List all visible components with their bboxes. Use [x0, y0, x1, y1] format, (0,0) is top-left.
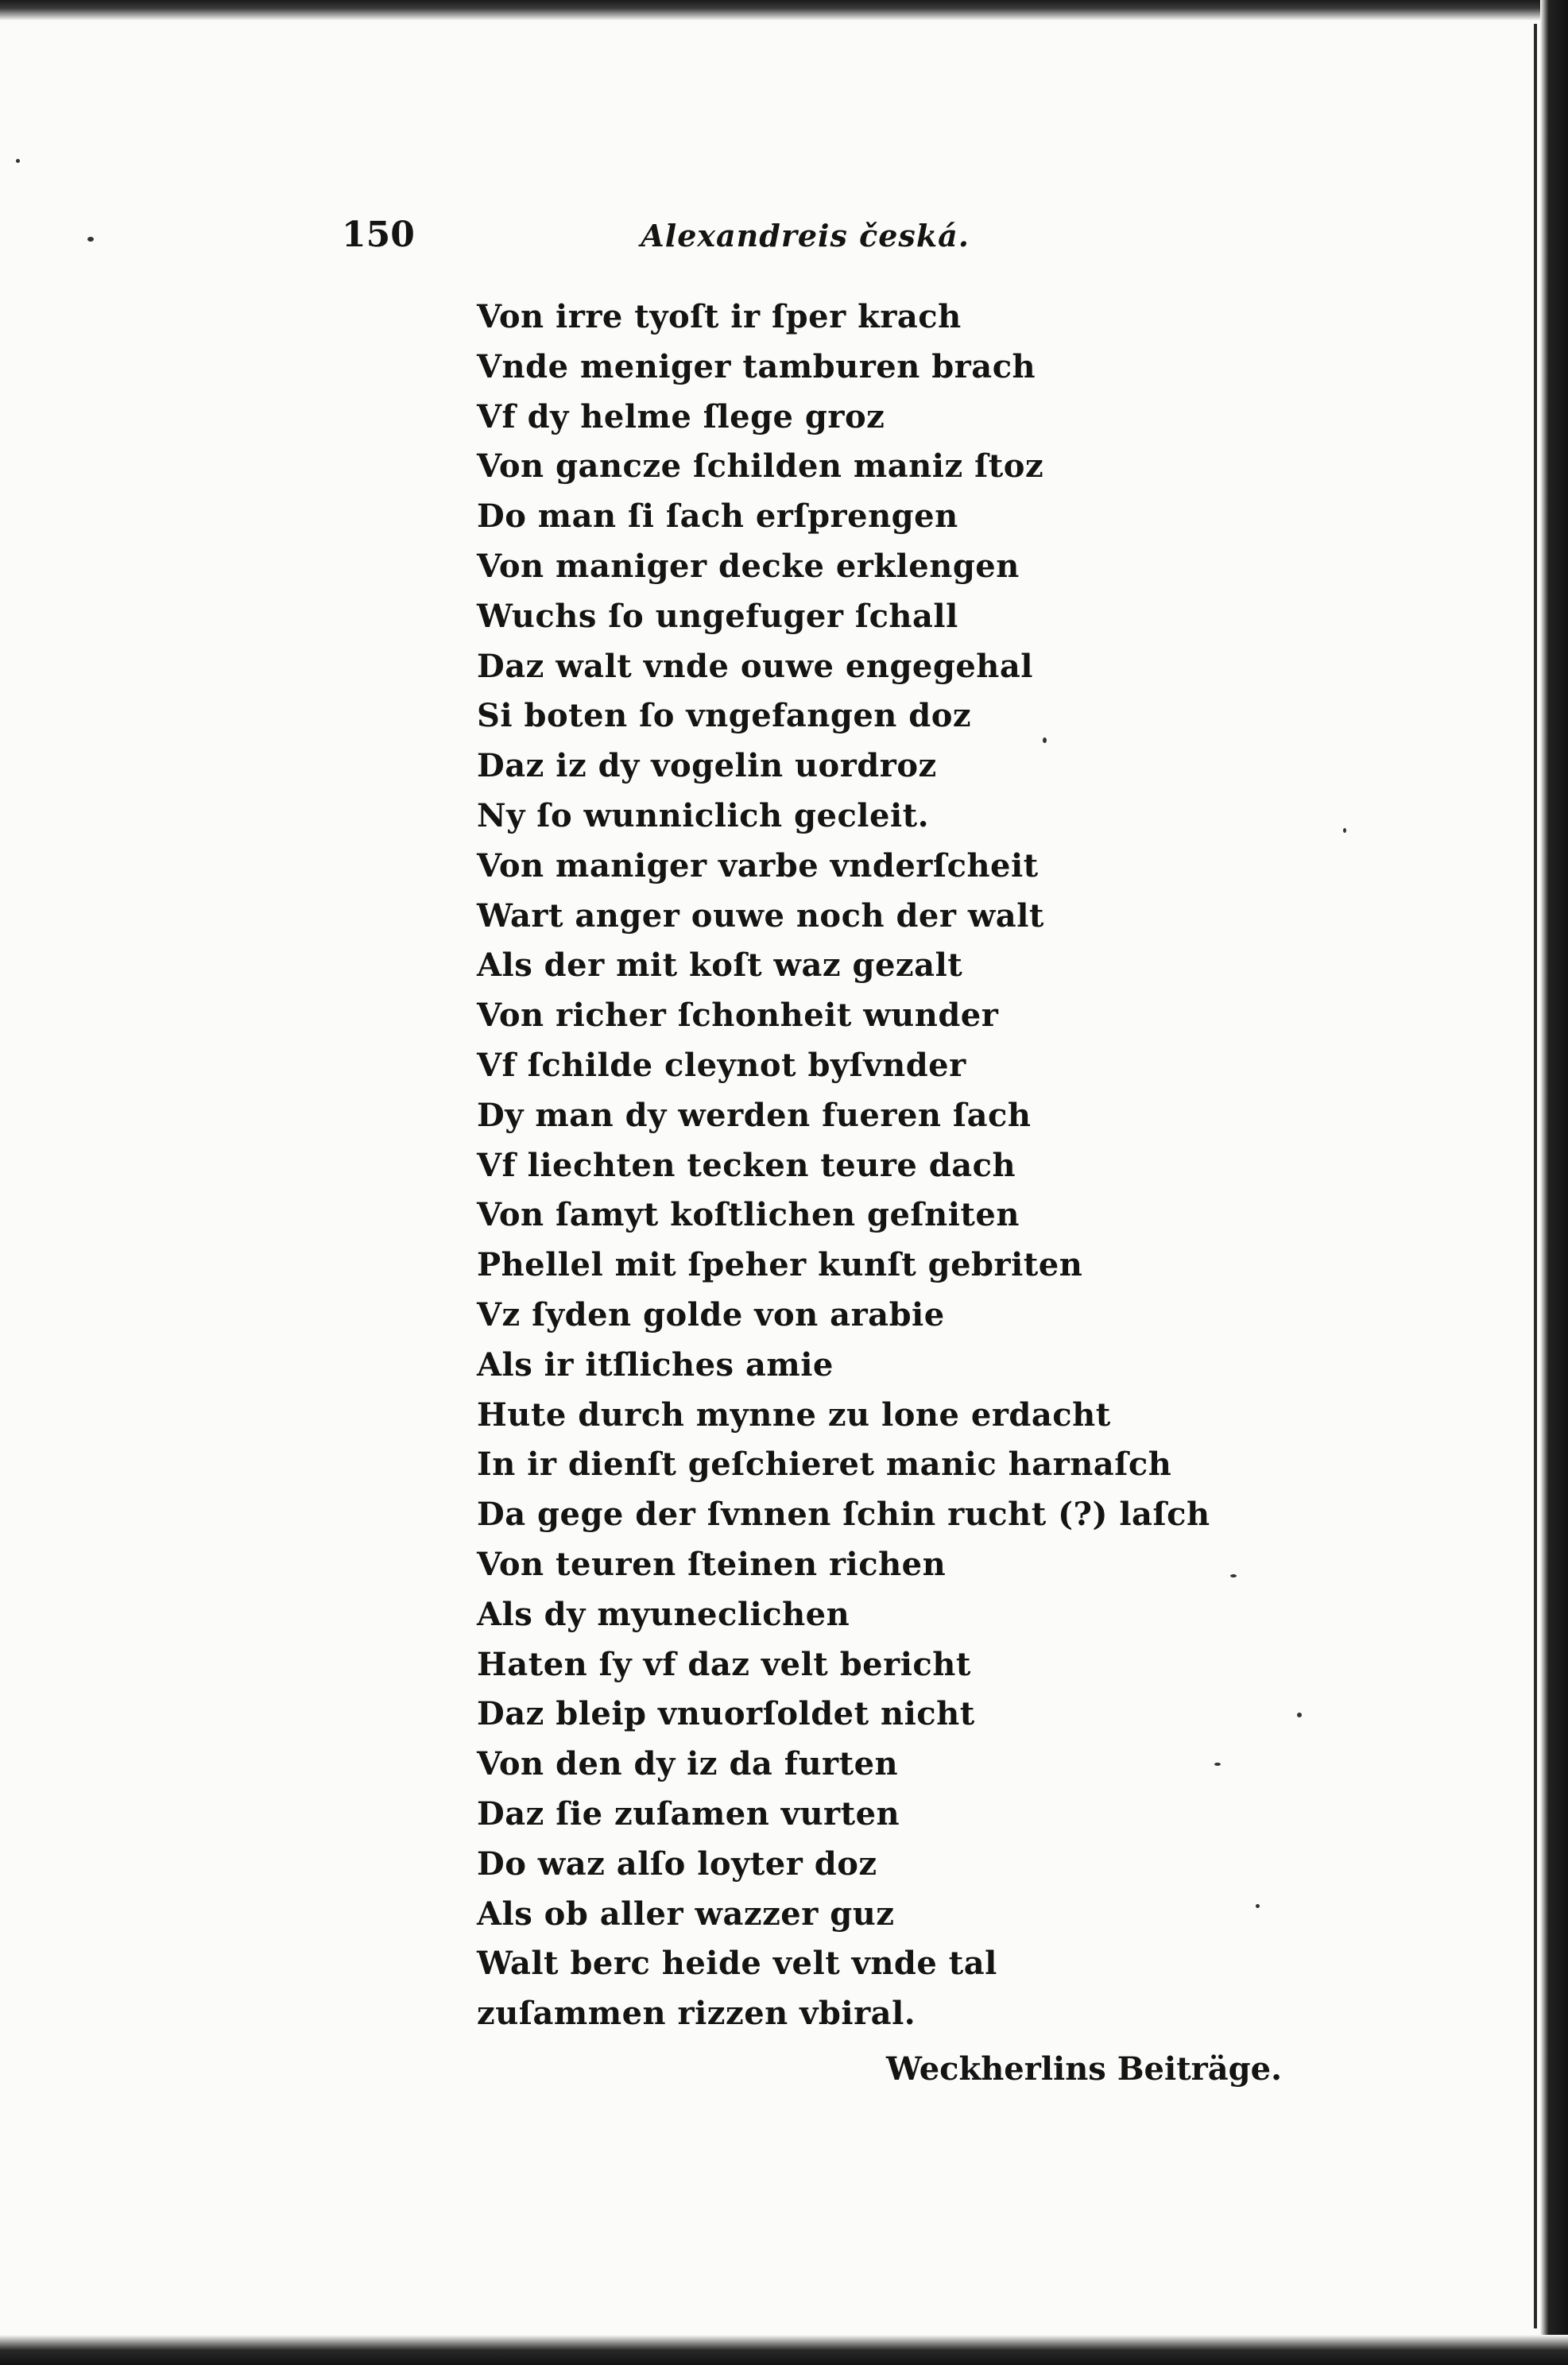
verse-line: Von maniger decke erklengen [477, 547, 1020, 585]
verse-line: Daz walt vnde ouwe engegehal [477, 647, 1033, 685]
verse-line: Do man ſi ſach erſprengen [477, 497, 958, 536]
verse-line: Daz ſie zuſamen vurten [477, 1794, 900, 1833]
verse-line: Vf liechten tecken teure dach [477, 1146, 1016, 1184]
verse-line: Vz ſyden golde von arabie [477, 1295, 945, 1333]
scan-border-right [1540, 0, 1568, 2365]
page-number: 150 [342, 215, 415, 255]
verse-line: Von gancze ſchilden maniz ſtoz [477, 447, 1044, 486]
verse-line: Daz iz dy vogelin uordroz [477, 747, 937, 785]
verse-line: Als der mit koſt waz gezalt [477, 946, 963, 985]
verse-line: Als ir itſliches amie [477, 1345, 834, 1384]
verse-line: Phellel mit ſpeher kunſt gebriten [477, 1246, 1083, 1284]
verse-line: Dy man dy werden fueren ſach [477, 1096, 1032, 1134]
source-attribution: Weckherlins Beiträge. [886, 2050, 1282, 2088]
running-title: Alexandreis česká. [641, 218, 970, 254]
verse-line: Wuchs ſo ungefuger ſchall [477, 597, 958, 635]
verse-line: Von maniger varbe vnderſcheit [477, 846, 1039, 884]
verse-block [477, 292, 1351, 2039]
verse-line: Ny ſo wunniclich gecleit. [477, 796, 930, 834]
verse-line: Si boten ſo vngefangen doz [477, 697, 972, 735]
scan-speck [87, 237, 94, 242]
scan-gutter-line [1534, 24, 1537, 2328]
verse-line: Vnde meniger tamburen brach [477, 347, 1036, 385]
verse-line: Da gege der ſvnnen ſchin rucht (?) laſch [477, 1496, 1210, 1534]
verse-line: Von irre tyoſt ir ſper krach [477, 298, 962, 335]
verse-line: Als ob aller wazzer guz [477, 1895, 895, 1933]
verse-line: Von richer ſchonheit wunder [477, 997, 999, 1035]
verse-line: Walt berc heide velt vnde tal [477, 1945, 997, 1983]
verse-line: Von ſamyt koſtlichen geſniten [477, 1196, 1020, 1234]
page-header [342, 215, 970, 270]
verse-line: Do waz alſo loyter doz [477, 1844, 877, 1883]
verse-line: zuſammen rizzen vbiral. [477, 1995, 916, 2033]
verse-line: Daz bleip vnuorſoldet nicht [477, 1695, 975, 1733]
verse-line: Haten ſy vf daz velt bericht [477, 1645, 971, 1683]
verse-line: Von den dy iz da furten [477, 1745, 899, 1783]
scan-speck [16, 159, 20, 163]
verse-line: Von teuren ſteinen richen [477, 1545, 947, 1583]
verse-line: Wart anger ouwe noch der walt [477, 896, 1044, 935]
scan-border-bottom [0, 2335, 1568, 2365]
scan-border-top [0, 0, 1568, 21]
verse-line: Vf ſchilde cleynot byſvnder [477, 1046, 966, 1084]
verse-line: Vf dy helme ſlege groz [477, 397, 885, 435]
verse-line: Als dy myuneclichen [477, 1595, 850, 1633]
verse-line: Hute durch mynne zu lone erdacht [477, 1395, 1111, 1434]
verse-line: In ir dienſt geſchieret manic harnaſch [477, 1446, 1172, 1484]
